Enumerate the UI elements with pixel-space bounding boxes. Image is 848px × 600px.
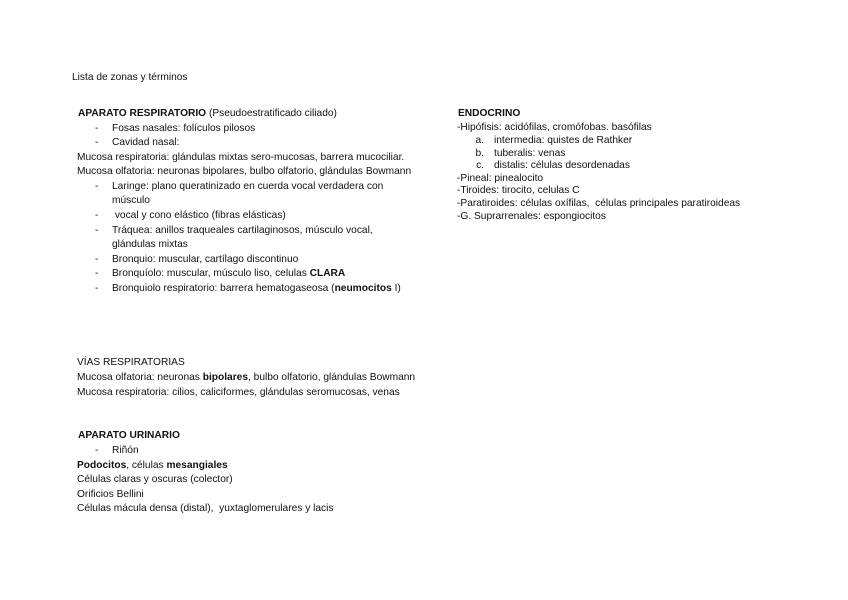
bronq-resp-text: Bronquiolo respiratorio: barrera hematogaseosa (: [112, 283, 335, 294]
list-item-rinon: [95, 444, 139, 458]
mucosa-respiratoria-text: Mucosa respiratoria: glándulas mixtas sero-mucosas, barrera mucociliar.: [77, 152, 405, 163]
intermedia-text: intermedia: quistes de Rathker: [494, 135, 633, 146]
bronq-resp-post: I): [391, 283, 401, 294]
respiratorio-heading: [78, 107, 337, 121]
bullet-dash: -: [95, 181, 99, 192]
bronquiolo-text: Bronquíolo: muscular, músculo liso, celulas: [112, 268, 310, 279]
mesangiales-bold: mesangiales: [166, 460, 228, 471]
hipofisis-text: -Hipófisis: acidófilas, cromófobas. basófilas: [457, 122, 652, 133]
list-item-bronquiolo: [95, 267, 346, 281]
cavidad-text: Cavidad nasal:: [112, 137, 180, 148]
list-item-cavidad: [95, 136, 180, 150]
podocitos-line: [77, 459, 228, 473]
vias-heading: VÍAS RESPIRATORIAS: [77, 357, 185, 368]
fosas-text: Fosas nasales: folículos pilosos: [112, 123, 256, 134]
podocitos-bold: Podocitos: [77, 460, 127, 471]
vias-olf-post: , bulbo olfatorio, glándulas Bowmann: [248, 372, 416, 383]
endocrino-heading: ENDOCRINO: [458, 108, 521, 119]
mucosa-olfatoria-text: Mucosa olfatoria: neuronas bipolares, bulbo olfatorio, glándulas Bowmann: [77, 166, 412, 177]
list-item-fosas: [95, 122, 256, 136]
list-item-traquea: [95, 224, 373, 238]
bronquio-text: Bronquio: muscular, cartílago discontinuo: [112, 254, 299, 265]
list-item-bronquio: [95, 253, 299, 267]
ol-number: c.: [476, 160, 484, 171]
tuberalis-text: tuberalis: venas: [494, 148, 566, 159]
pineal-text: -Pineal: pinealocito: [457, 173, 544, 184]
urinario-heading: APARATO URINARIO: [78, 430, 180, 441]
neumocitos-bold: neumocitos: [334, 283, 392, 294]
list-item-bronquiolo-respiratorio: [95, 282, 401, 296]
bullet-dash: -: [95, 137, 99, 148]
vias-olf-pre: Mucosa olfatoria: neuronas: [77, 372, 203, 383]
suprarrenales-text: -G. Suprarrenales: espongiocitos: [457, 211, 606, 222]
vias-olfatoria: [77, 371, 415, 385]
rinon-text: Riñón: [112, 445, 139, 456]
laringe-text-1: Laringe: plano queratinizado en cuerda vocal verdadera con: [112, 181, 384, 192]
bullet-dash: -: [95, 123, 99, 134]
distalis-text: distalis: células desordenadas: [494, 160, 630, 171]
traquea-text-1: Tráquea: anillos traqueales cartilaginosos, músculo vocal,: [112, 225, 373, 236]
laringe-text-2: músculo: [112, 195, 150, 206]
podocitos-mid: , células: [126, 460, 167, 471]
clara-bold: CLARA: [309, 268, 346, 279]
tiroides-text: -Tiroides: tirocito, celulas C: [457, 185, 580, 196]
list-item-vocal-cono: [95, 209, 286, 223]
bullet-dash: -: [95, 268, 99, 279]
vias-respiratoria: Mucosa respiratoria: cilios, caliciformes, glándulas seromucosas, venas: [77, 387, 400, 398]
bullet-dash: -: [95, 445, 99, 456]
vocal-cono-text: vocal y cono elástico (fibras elásticas): [112, 210, 286, 221]
ol-number: a.: [475, 135, 484, 146]
respiratorio-heading-rest: (Pseudoestratificado ciliado): [206, 108, 337, 119]
paratiroides-text: -Paratiroides: células oxífilas, células principales paratiroideas: [457, 198, 741, 209]
bipolares-bold: bipolares: [202, 372, 249, 383]
bullet-dash: -: [95, 283, 99, 294]
bullet-dash: -: [95, 210, 99, 221]
traquea-text-2: glándulas mixtas: [112, 239, 188, 250]
ol-number: b.: [475, 148, 484, 159]
bullet-dash: -: [95, 225, 99, 236]
respiratorio-heading-bold: APARATO RESPIRATORIO: [78, 108, 207, 119]
orificios-bellini: Orificios Bellini: [77, 489, 144, 500]
macula-densa: Células mácula densa (distal), yuxtaglomerulares y lacis: [77, 503, 334, 514]
bullet-dash: -: [95, 254, 99, 265]
page-title: Lista de zonas y términos: [72, 72, 188, 83]
list-item-laringe: [95, 180, 384, 194]
celulas-claras: Células claras y oscuras (colector): [77, 474, 233, 485]
